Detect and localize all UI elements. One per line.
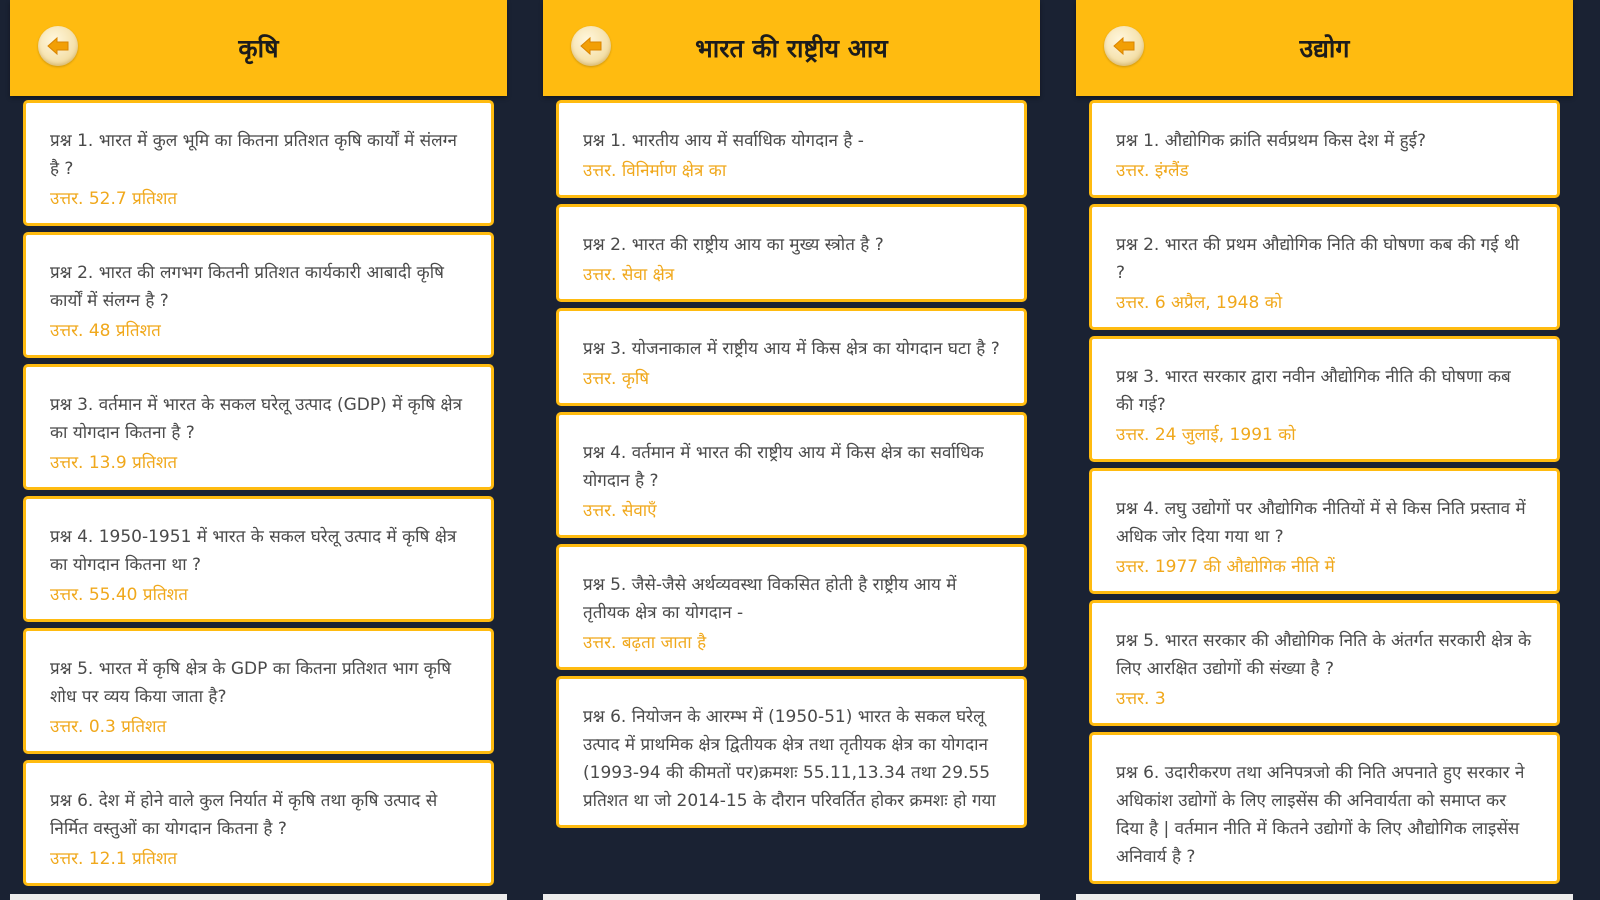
answer-text: उत्तर. 0.3 प्रतिशत: [50, 717, 167, 737]
qa-list[interactable]: [23, 100, 494, 888]
answer-text: उत्तर. 48 प्रतिशत: [50, 321, 161, 341]
question-text: प्रश्न 5. जैसे-जैसे अर्थव्यवस्था विकसित होती है राष्ट्रीय आय में तृतीयक क्षेत्र का योगदान -: [583, 575, 957, 623]
question-text: प्रश्न 3. योजनाकाल में राष्ट्रीय आय में किस क्षेत्र का योगदान घटा है ?: [583, 339, 1000, 359]
qa-card[interactable]: [1089, 732, 1560, 884]
qa-card[interactable]: [556, 100, 1027, 198]
answer-text: उत्तर. कृषि: [583, 369, 650, 389]
qa-card[interactable]: [1089, 600, 1560, 726]
back-button[interactable]: [571, 26, 611, 66]
qa-card[interactable]: [556, 308, 1027, 406]
qa-card[interactable]: [23, 628, 494, 754]
qa-card[interactable]: [1089, 204, 1560, 330]
qa-card[interactable]: [1089, 468, 1560, 594]
answer-text: उत्तर. बढ़ता जाता है: [583, 633, 707, 653]
answer-text: उत्तर. विनिर्माण क्षेत्र का: [583, 161, 727, 181]
app-panel: [10, 0, 507, 900]
answer-text: उत्तर. 12.1 प्रतिशत: [50, 849, 178, 869]
answer-text: उत्तर. 55.40 प्रतिशत: [50, 585, 188, 605]
qa-list[interactable]: [556, 100, 1027, 888]
qa-card[interactable]: [23, 364, 494, 490]
question-text: प्रश्न 3. वर्तमान में भारत के सकल घरेलू उत्पाद (GDP) में कृषि क्षेत्र का योगदान कितना है ?: [50, 395, 463, 443]
bottom-nav-bar: [543, 894, 1040, 900]
answer-text: उत्तर. 52.7 प्रतिशत: [50, 189, 178, 209]
question-text: प्रश्न 1. भारतीय आय में सर्वाधिक योगदान है -: [583, 131, 864, 151]
question-text: प्रश्न 4. 1950-1951 में भारत के सकल घरेलू उत्पाद में कृषि क्षेत्र का योगदान कितना था ?: [50, 527, 457, 575]
qa-card[interactable]: [556, 412, 1027, 538]
question-text: प्रश्न 4. लघु उद्योगों पर औद्योगिक नीतियों में से किस निति प्रस्ताव में अधिक जोर दिया गया था ?: [1116, 499, 1526, 547]
qa-card[interactable]: [23, 496, 494, 622]
question-text: प्रश्न 5. भारत सरकार की औद्योगिक निति के अंतर्गत सरकारी क्षेत्र के लिए आरक्षित उद्योगों की संख्या है ?: [1116, 631, 1532, 679]
question-text: प्रश्न 2. भारत की राष्ट्रीय आय का मुख्य स्त्रोत है ?: [583, 235, 884, 255]
arrow-left-icon: [46, 36, 70, 56]
question-text: प्रश्न 6. उदारीकरण तथा अनिपत्रजो की निति अपनाते हुए सरकार ने अधिकांश उद्योगों के लिए लाइसेंस की अनिवार्यता को समाप्त कर दिया है | वर्तमान नीति में कितने उद्योगों के लिए औद्योगिक लाइसेंस अनिवार्य है ?: [1116, 763, 1525, 867]
app-panel: [543, 0, 1040, 900]
back-button[interactable]: [1104, 26, 1144, 66]
question-text: प्रश्न 6. देश में होने वाले कुल निर्यात में कृषि तथा कृषि उत्पाद से निर्मित वस्तुओं का योगदान कितना है ?: [50, 791, 438, 839]
arrow-left-icon: [1112, 36, 1136, 56]
qa-card[interactable]: [23, 760, 494, 886]
qa-card[interactable]: [556, 676, 1027, 828]
arrow-left-icon: [579, 36, 603, 56]
back-button[interactable]: [38, 26, 78, 66]
answer-text: उत्तर. 1977 की औद्योगिक नीति में: [1116, 557, 1335, 577]
page-title: भारत की राष्ट्रीय आय: [695, 34, 888, 63]
answer-text: उत्तर. सेवाएँ: [583, 501, 657, 521]
question-text: प्रश्न 2. भारत की प्रथम औद्योगिक निति की घोषणा कब की गई थी ?: [1116, 235, 1520, 283]
answer-text: उत्तर. 13.9 प्रतिशत: [50, 453, 178, 473]
page-title: कृषि: [238, 34, 279, 63]
qa-card[interactable]: [556, 544, 1027, 670]
question-text: प्रश्न 3. भारत सरकार द्वारा नवीन औद्योगिक नीति की घोषणा कब की गई?: [1116, 367, 1511, 415]
answer-text: उत्तर. 3: [1116, 689, 1166, 709]
qa-list[interactable]: [1089, 100, 1560, 888]
qa-card[interactable]: [23, 232, 494, 358]
header-bar: [1076, 0, 1573, 96]
header-bar: [10, 0, 507, 96]
question-text: प्रश्न 2. भारत की लगभग कितनी प्रतिशत कार्यकारी आबादी कृषि कार्यों में संलग्न है ?: [50, 263, 444, 311]
answer-text: उत्तर. इंग्लैंड: [1116, 161, 1189, 181]
header-bar: [543, 0, 1040, 96]
qa-card[interactable]: [1089, 100, 1560, 198]
question-text: प्रश्न 1. औद्योगिक क्रांति सर्वप्रथम किस देश में हुई?: [1116, 131, 1426, 151]
answer-text: उत्तर. 6 अप्रैल, 1948 को: [1116, 293, 1283, 313]
app-panel: [1076, 0, 1573, 900]
question-text: प्रश्न 6. नियोजन के आरम्भ में (1950-51) भारत के सकल घरेलू उत्पाद में प्राथमिक क्षेत्र द्वितीयक क्षेत्र तथा तृतीयक क्षेत्र का योगदान (1993-94 की कीमतों पर)क्रमशः 55.11,13.34 तथा 29.55 प्रतिशत था जो 2014-15 के दौरान परिवर्तित होकर क्रमशः हो गया: [583, 707, 996, 811]
page-title: उद्योग: [1299, 34, 1350, 63]
bottom-nav-bar: [10, 894, 507, 900]
qa-card[interactable]: [23, 100, 494, 226]
qa-card[interactable]: [1089, 336, 1560, 462]
qa-card[interactable]: [556, 204, 1027, 302]
answer-text: उत्तर. 24 जुलाई, 1991 को: [1116, 425, 1296, 445]
question-text: प्रश्न 5. भारत में कृषि क्षेत्र के GDP का कितना प्रतिशत भाग कृषि शोध पर व्यय किया जाता है?: [50, 659, 452, 707]
answer-text: उत्तर. सेवा क्षेत्र: [583, 265, 675, 285]
question-text: प्रश्न 1. भारत में कुल भूमि का कितना प्रतिशत कृषि कार्यों में संलग्न है ?: [50, 131, 457, 179]
question-text: प्रश्न 4. वर्तमान में भारत की राष्ट्रीय आय में किस क्षेत्र का सर्वाधिक योगदान है ?: [583, 443, 984, 491]
bottom-nav-bar: [1076, 894, 1573, 900]
